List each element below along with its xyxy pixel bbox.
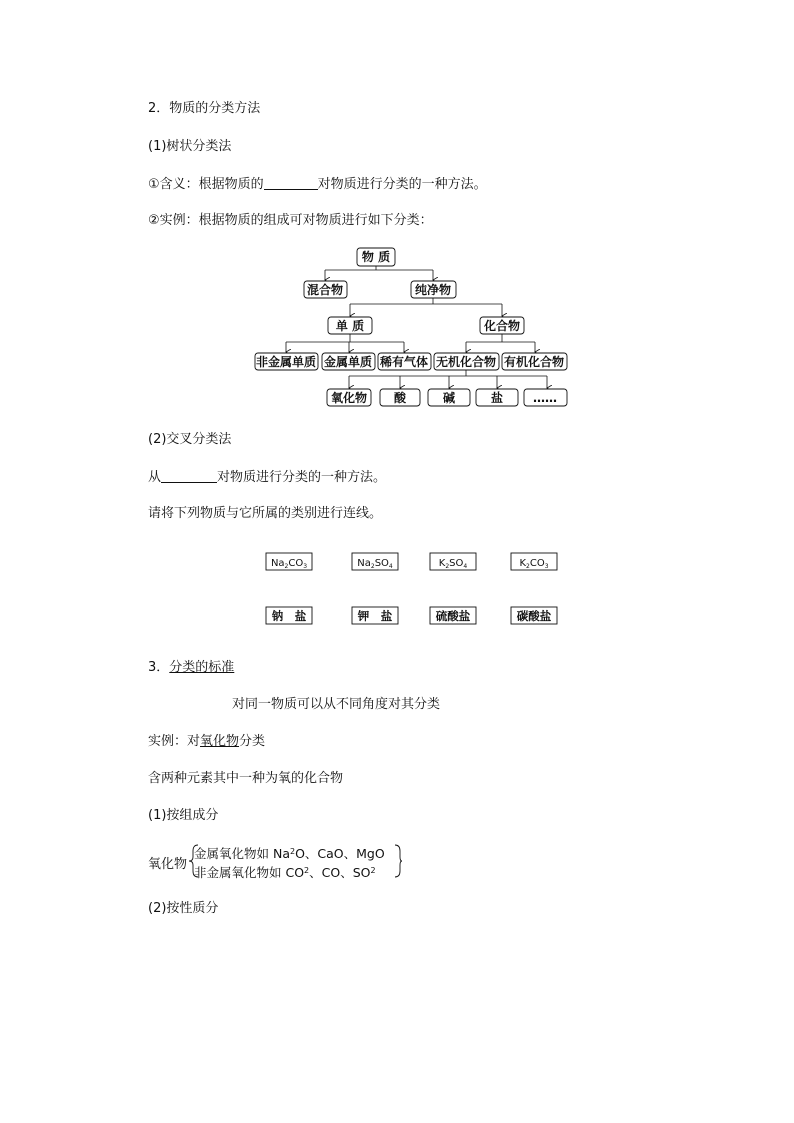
tree-metal-element: 金属单质 — [323, 355, 373, 369]
substance-na2so4[interactable]: $Na_2SO_4$ — [357, 558, 393, 570]
tree-pure-substance: 纯净物 — [414, 283, 452, 297]
example-oxide-word: 氧化物 — [200, 734, 240, 749]
substance-k2so4[interactable]: $K_2SO_4$ — [438, 558, 468, 570]
tree-organic-compound: 有机化合物 — [503, 355, 565, 369]
classification-tree-diagram — [0, 0, 794, 420]
tree-mixture: 混合物 — [306, 283, 344, 297]
tree-method-title: (1)树状分类法 — [148, 139, 232, 154]
category-sulfate[interactable]: 硫酸盐 — [435, 609, 471, 623]
cross-matching-diagram — [0, 540, 794, 630]
oxide-label: 氧化物 — [148, 857, 188, 872]
by-composition-title: (1)按组成分 — [148, 808, 219, 823]
tree-element: 单 质 — [335, 319, 365, 333]
category-carbonate[interactable]: 碳酸盐 — [516, 609, 552, 623]
tree-method-example: ②实例：根据物质的组成可对物质进行如下分类： — [148, 213, 433, 228]
example-suffix: 分类 — [239, 734, 266, 749]
cross-prefix: 从 — [148, 470, 162, 485]
cross-suffix: 对物质进行分类的一种方法。 — [217, 470, 387, 485]
classification-statement: 对同一物质可以从不同角度对其分类 — [232, 697, 441, 712]
tree-acid: 酸 — [393, 391, 407, 405]
oxide-definition: 含两种元素其中一种为氧的化合物 — [148, 771, 344, 786]
tree-etc: …… — [533, 391, 557, 405]
nonmetal-oxide-line: 非金属氧化物如 $CO^2$、CO、$SO^2$ — [194, 865, 376, 880]
tree-root: 物 质 — [361, 250, 391, 264]
meaning-suffix: 对物质进行分类的一种方法。 — [317, 177, 487, 192]
substance-na2co3[interactable]: $Na_2CO_3$ — [270, 558, 308, 570]
tree-oxide: 氧化物 — [330, 391, 368, 405]
section-3-number: 3． — [148, 660, 170, 675]
tree-base: 碱 — [442, 391, 456, 405]
section-3-title — [148, 660, 234, 676]
section-3-heading: 分类的标准 — [169, 660, 235, 675]
tree-salt: 盐 — [490, 391, 504, 405]
cross-instruction: 请将下列物质与它所属的类别进行连线。 — [148, 506, 383, 521]
fill-blank-2[interactable] — [161, 469, 217, 483]
metal-oxide-line: 金属氧化物如 Na$^2$O、CaO、MgO — [194, 846, 385, 861]
section-2-title: 2．物质的分类方法 — [148, 101, 261, 116]
category-sodium-salt[interactable]: 钠 盐 — [271, 609, 307, 623]
meaning-prefix: ①含义：根据物质的 — [148, 177, 264, 192]
substance-k2co3[interactable]: $K_2CO_3$ — [519, 558, 549, 570]
oxide-subtypes — [194, 843, 385, 881]
tree-compound: 化合物 — [483, 319, 521, 333]
cross-method-title: (2)交叉分类法 — [148, 432, 232, 447]
category-potassium-salt[interactable]: 钾 盐 — [357, 609, 393, 623]
example-prefix: 实例：对 — [148, 734, 201, 749]
tree-nonmetal-element: 非金属单质 — [255, 355, 317, 369]
cross-method-text — [148, 469, 386, 486]
tree-inorganic-compound: 无机化合物 — [435, 355, 497, 369]
by-property-title: (2)按性质分 — [148, 901, 219, 916]
oxide-example — [148, 734, 265, 750]
tree-noble-gas: 稀有气体 — [379, 355, 429, 369]
